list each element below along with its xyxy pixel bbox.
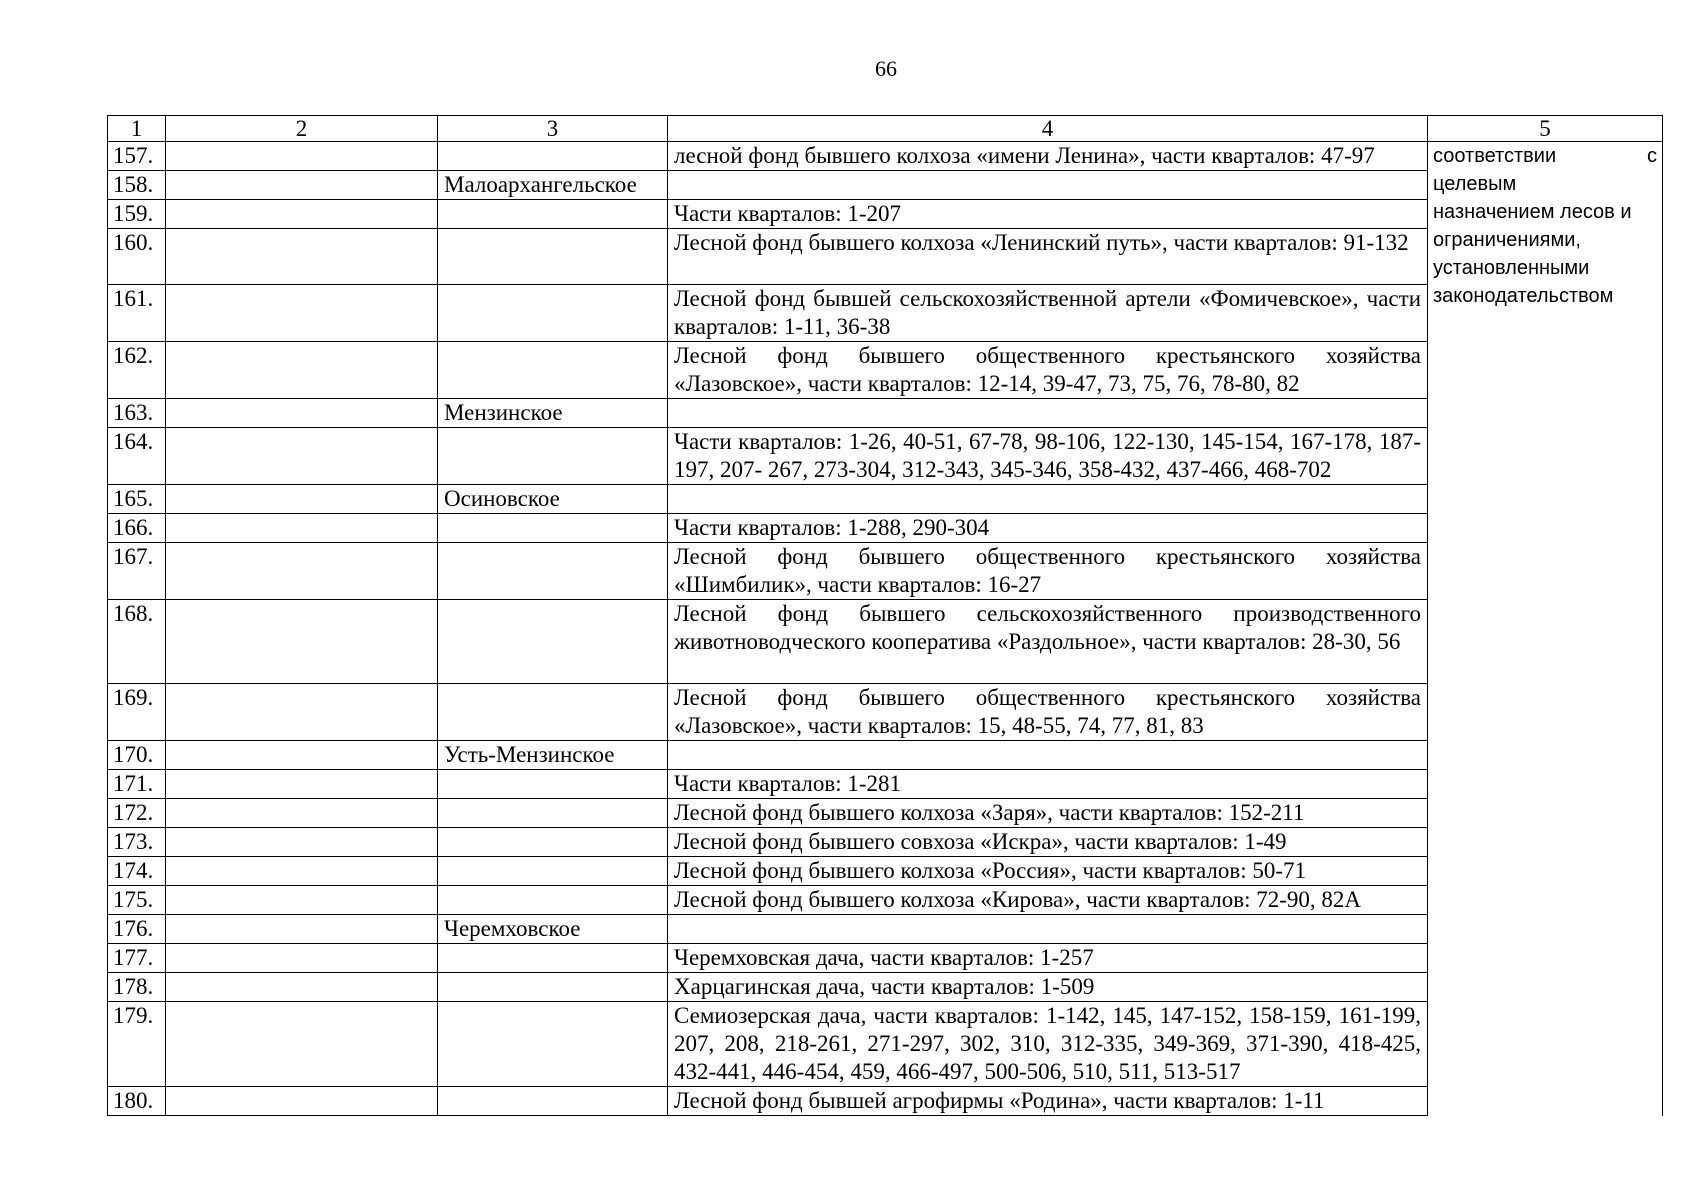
col5-note — [1428, 142, 1663, 1116]
header-cell-3: 3 — [438, 116, 668, 142]
row-col2 — [166, 915, 438, 944]
header-cell-4: 4 — [668, 116, 1428, 142]
forest-table — [107, 115, 1663, 1116]
row-settlement — [438, 342, 668, 399]
row-col2 — [166, 886, 438, 915]
row-settlement — [438, 229, 668, 285]
row-number: 177. — [108, 944, 166, 973]
row-number: 160. — [108, 229, 166, 285]
row-description — [668, 741, 1428, 770]
row-description: Лесной фонд бывшего сельскохозяйственного производственного животноводческого кооператива «Раздольное», части кварталов: 28-30, 56 — [668, 600, 1428, 684]
row-col2 — [166, 514, 438, 543]
row-number: 162. — [108, 342, 166, 399]
row-description: Части кварталов: 1-281 — [668, 770, 1428, 799]
header-cell-1: 1 — [108, 116, 166, 142]
row-col2 — [166, 799, 438, 828]
table-body — [108, 142, 1663, 1116]
row-description: Лесной фонд бывшего общественного крестьянского хозяйства «Лазовское», части кварталов: 15, 48-55, 74, 77, 81, 83 — [668, 684, 1428, 741]
row-settlement — [438, 428, 668, 485]
row-number: 158. — [108, 171, 166, 200]
row-col2 — [166, 973, 438, 1002]
row-settlement — [438, 142, 668, 171]
row-col2 — [166, 200, 438, 229]
row-number: 172. — [108, 799, 166, 828]
row-settlement: Мензинское — [438, 399, 668, 428]
row-settlement — [438, 857, 668, 886]
row-settlement — [438, 1002, 668, 1087]
row-description: Части кварталов: 1-288, 290-304 — [668, 514, 1428, 543]
row-settlement — [438, 285, 668, 342]
row-number: 173. — [108, 828, 166, 857]
row-settlement — [438, 684, 668, 741]
row-col2 — [166, 684, 438, 741]
row-col2 — [166, 428, 438, 485]
row-number: 157. — [108, 142, 166, 171]
row-number: 175. — [108, 886, 166, 915]
row-col2 — [166, 944, 438, 973]
row-settlement — [438, 600, 668, 684]
row-number: 166. — [108, 514, 166, 543]
col5-line: установленными — [1433, 257, 1590, 279]
row-number: 174. — [108, 857, 166, 886]
row-col2 — [166, 543, 438, 600]
row-number: 176. — [108, 915, 166, 944]
row-number: 170. — [108, 741, 166, 770]
row-col2 — [166, 600, 438, 684]
row-number: 171. — [108, 770, 166, 799]
row-col2 — [166, 285, 438, 342]
row-col2 — [166, 229, 438, 285]
row-description: Харцагинская дача, части кварталов: 1-509 — [668, 973, 1428, 1002]
row-description: лесной фонд бывшего колхоза «имени Ленина», части кварталов: 47-97 — [668, 142, 1428, 171]
row-settlement — [438, 799, 668, 828]
row-number: 169. — [108, 684, 166, 741]
row-description — [668, 171, 1428, 200]
row-number: 159. — [108, 200, 166, 229]
row-col2 — [166, 142, 438, 171]
row-number: 164. — [108, 428, 166, 485]
row-settlement: Малоархангельское — [438, 171, 668, 200]
row-description — [668, 915, 1428, 944]
row-col2 — [166, 857, 438, 886]
row-description: Лесной фонд бывшего колхоза «Россия», части кварталов: 50-71 — [668, 857, 1428, 886]
row-description: Части кварталов: 1-207 — [668, 200, 1428, 229]
row-col2 — [166, 342, 438, 399]
row-number: 180. — [108, 1087, 166, 1116]
row-col2 — [166, 828, 438, 857]
row-settlement — [438, 886, 668, 915]
row-number: 179. — [108, 1002, 166, 1087]
row-settlement — [438, 200, 668, 229]
row-settlement — [438, 973, 668, 1002]
row-settlement: Черемховское — [438, 915, 668, 944]
table-row — [108, 142, 1663, 171]
row-number: 163. — [108, 399, 166, 428]
row-number: 161. — [108, 285, 166, 342]
col5-line: ограничениями, — [1433, 229, 1581, 251]
row-col2 — [166, 399, 438, 428]
col5-line: соответствии с — [1433, 145, 1657, 167]
row-settlement — [438, 543, 668, 600]
row-number: 165. — [108, 485, 166, 514]
row-col2 — [166, 741, 438, 770]
row-col2 — [166, 485, 438, 514]
header-row — [108, 116, 1663, 142]
row-settlement — [438, 514, 668, 543]
row-number: 168. — [108, 600, 166, 684]
row-number: 167. — [108, 543, 166, 600]
row-settlement — [438, 1087, 668, 1116]
page-number: 66 — [875, 56, 897, 81]
row-description — [668, 485, 1428, 514]
row-description: Лесной фонд бывшей агрофирмы «Родина», части кварталов: 1-11 — [668, 1087, 1428, 1116]
row-col2 — [166, 1002, 438, 1087]
row-description: Семиозерская дача, части кварталов: 1-142, 145, 147-152, 158-159, 161-199, 207, 208, 218-261, 271-297, 302, 310, 312-335, 349-369, 371-390, 418-425, 432-441, 446-454, 459, 466-497, 500-506, 510, 511, 513-517 — [668, 1002, 1428, 1087]
row-col2 — [166, 1087, 438, 1116]
col5-line: целевым — [1433, 173, 1517, 195]
row-col2 — [166, 171, 438, 200]
row-description: Части кварталов: 1-26, 40-51, 67-78, 98-106, 122-130, 145-154, 167-178, 187-197, 207- 267, 273-304, 312-343, 345-346, 358-432, 437-466, 468-702 — [668, 428, 1428, 485]
row-settlement — [438, 828, 668, 857]
row-description: Лесной фонд бывшего общественного крестьянского хозяйства «Шимбилик», части кварталов: 16-27 — [668, 543, 1428, 600]
row-settlement — [438, 944, 668, 973]
row-description: Лесной фонд бывшего колхоза «Заря», части кварталов: 152-211 — [668, 799, 1428, 828]
row-description: Лесной фонд бывшего совхоза «Искра», части кварталов: 1-49 — [668, 828, 1428, 857]
row-settlement: Осиновское — [438, 485, 668, 514]
row-description: Лесной фонд бывшего колхоза «Кирова», части кварталов: 72-90, 82А — [668, 886, 1428, 915]
row-description: Лесной фонд бывшей сельскохозяйственной артели «Фомичевское», части кварталов: 1-11, 36-38 — [668, 285, 1428, 342]
col5-line: законодательством — [1433, 285, 1614, 307]
row-description: Черемховская дача, части кварталов: 1-257 — [668, 944, 1428, 973]
row-settlement — [438, 770, 668, 799]
row-description: Лесной фонд бывшего колхоза «Ленинский путь», части кварталов: 91-132 — [668, 229, 1428, 285]
row-col2 — [166, 770, 438, 799]
row-number: 178. — [108, 973, 166, 1002]
row-settlement: Усть-Мензинское — [438, 741, 668, 770]
header-cell-2: 2 — [166, 116, 438, 142]
header-cell-5: 5 — [1428, 116, 1663, 142]
col5-line: назначением лесов и — [1433, 201, 1632, 223]
row-description — [668, 399, 1428, 428]
row-description: Лесной фонд бывшего общественного крестьянского хозяйства «Лазовское», части кварталов: 12-14, 39-47, 73, 75, 76, 78-80, 82 — [668, 342, 1428, 399]
